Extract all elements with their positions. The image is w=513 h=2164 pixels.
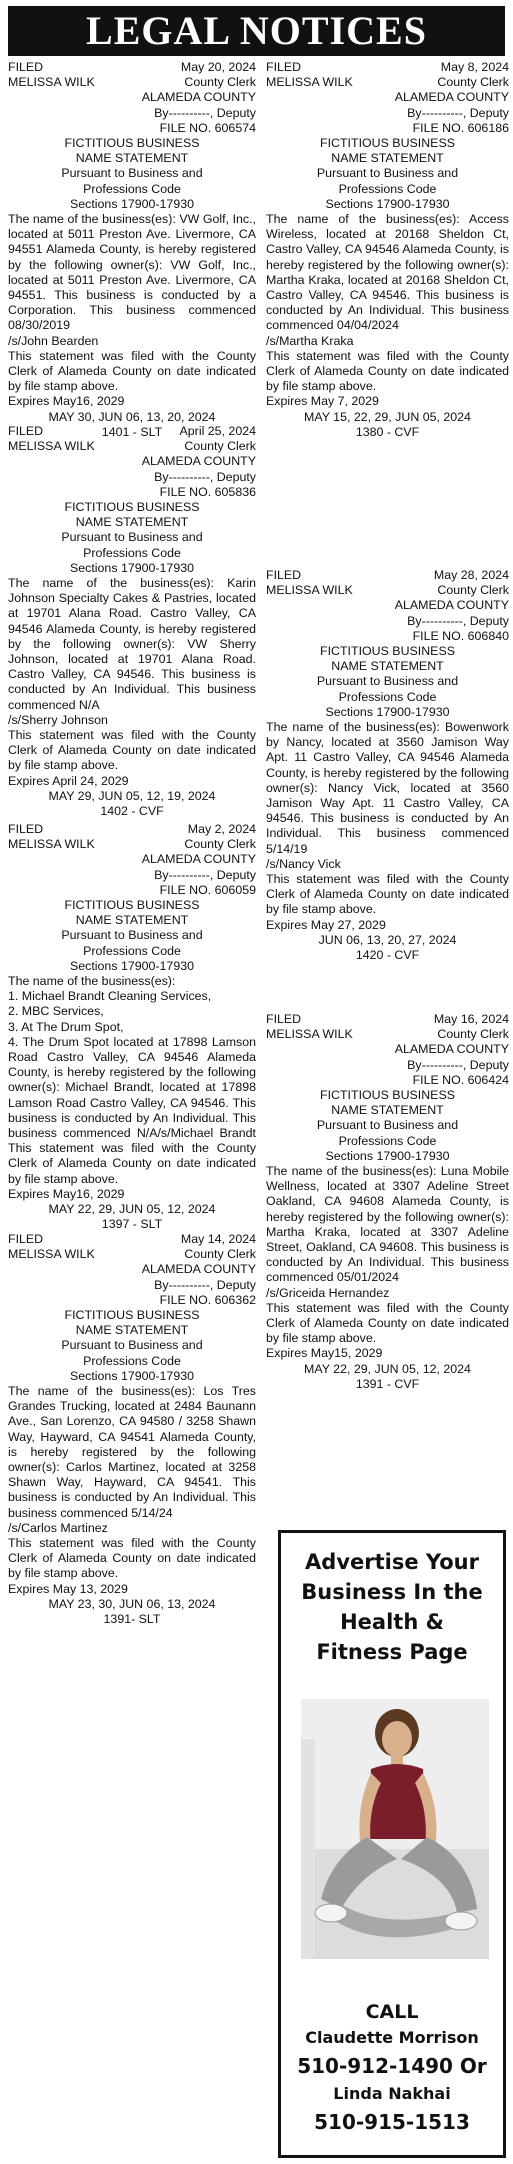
section-header — [8, 6, 505, 56]
legal-notice — [8, 424, 256, 819]
clerk-name: MELISSA WILK — [8, 75, 95, 90]
clerk-title: County Clerk — [184, 75, 256, 90]
file-number: FILE NO. 606059 — [159, 882, 256, 897]
publication-dates: MAY 29, JUN 05, 12, 19, 2024 — [48, 788, 216, 803]
notice-subtitle: Professions Code — [83, 943, 181, 958]
county-name: ALAMEDA COUNTY — [394, 90, 509, 105]
filed-date: May 14, 2024 — [180, 1232, 256, 1246]
reference-code: 1401 - SLT — [101, 424, 163, 439]
clerk-name: MELISSA WILK — [266, 1027, 353, 1042]
notice-subtitle: Sections 17900-17930 — [325, 704, 450, 719]
file-number: FILE NO. 605836 — [159, 484, 256, 499]
notice-subtitle: Sections 17900-17930 — [325, 196, 450, 211]
notice-subtitle: Pursuant to Business and — [61, 530, 203, 545]
file-number: FILE NO. 606840 — [412, 628, 509, 643]
publication-dates: MAY 23, 30, JUN 06, 13, 2024 — [48, 1596, 216, 1611]
notice-subtitle: Pursuant to Business and — [61, 166, 203, 181]
clerk-name: MELISSA WILK — [8, 1247, 95, 1262]
filed-label: FILED — [266, 1012, 302, 1026]
notice-subtitle: Professions Code — [338, 181, 437, 196]
ad-headline — [281, 1547, 503, 1667]
filed-label: FILED — [266, 60, 302, 74]
filed-statement: This statement was filed with the County Clerk of Alameda County on date indicated by file stamp above. — [266, 348, 509, 394]
notice-title: NAME STATEMENT — [75, 151, 189, 166]
publication-dates: JUN 06, 13, 20, 27, 2024 — [318, 932, 457, 947]
notice-title: FICTITIOUS BUSINESS — [320, 1088, 455, 1103]
ad-headline-line: Business In the — [301, 1580, 483, 1604]
filed-date: April 25, 2024 — [179, 424, 256, 438]
notice-subtitle: Professions Code — [338, 689, 437, 704]
filed-statement: This statement was filed with the County Clerk of Alameda County on date indicated by file stamp above. — [8, 728, 256, 773]
filed-statement: This statement was filed with the County Clerk of Alameda County on date indicated by file stamp above. — [8, 348, 256, 394]
county-name: ALAMEDA COUNTY — [141, 852, 256, 867]
filed-date: May 2, 2024 — [187, 822, 256, 836]
filed-label: FILED — [8, 1232, 44, 1246]
file-number: FILE NO. 606186 — [412, 120, 509, 135]
signature: /s/Carlos Martinez — [8, 1520, 108, 1535]
legal-notice — [266, 568, 509, 963]
clerk-title: County Clerk — [184, 837, 256, 852]
notice-body: 4. The Drum Spot located at 17898 Lamson Road Castro Valley, CA 94546 Alameda County, is hereby registered by the following owner(s): Michael Brandt, located at 17898 Lamson Road Castro Valley, CA 94546. This business is conducted by An Individual. This business commenced N/A/s/Michael Brandt This statement was filed with the County Clerk of Alameda County on date indicated by file stamp above. — [8, 1034, 256, 1186]
legal-notice — [266, 60, 509, 440]
ad-contact-name: Claudette Morrison — [305, 2028, 479, 2047]
clerk-name: MELISSA WILK — [8, 439, 95, 454]
notice-title: NAME STATEMENT — [331, 151, 444, 166]
notice-subtitle: Professions Code — [83, 545, 181, 560]
expiration: Expires May 27, 2029 — [266, 917, 386, 932]
advertisement-box — [278, 1530, 506, 2158]
file-number: FILE NO. 606362 — [159, 1292, 256, 1307]
legal-notice — [8, 822, 256, 1232]
signature: /s/Nancy Vick — [266, 856, 341, 871]
county-name: ALAMEDA COUNTY — [394, 1042, 509, 1057]
legal-notice — [8, 60, 256, 440]
filed-label: FILED — [266, 568, 302, 582]
deputy-line: By----------, Deputy — [154, 105, 256, 120]
clerk-title: County Clerk — [184, 1247, 256, 1262]
signature: /s/Sherry Johnson — [8, 712, 108, 727]
notice-body: The name of the business(es): Access Wireless, located at 20168 Sheldon Ct, Castro Valley, CA 94546 Alameda County, is hereby registered by the following owner(s): Martha Kraka, located at 20168 Sheldon Ct, Castro Valley, CA 94546. This business is conducted by An Individual. This business commenced 04/04/2024 — [266, 212, 509, 333]
signature: /s/John Bearden — [8, 333, 99, 348]
notice-title: FICTITIOUS BUSINESS — [64, 1308, 200, 1323]
deputy-line: By----------, Deputy — [407, 105, 509, 120]
section-title: LEGAL NOTICES — [86, 8, 427, 53]
clerk-name: MELISSA WILK — [8, 837, 95, 852]
notice-title: FICTITIOUS BUSINESS — [320, 644, 455, 659]
filed-statement: This statement was filed with the County Clerk of Alameda County on date indicated by file stamp above. — [266, 872, 509, 917]
legal-notice — [266, 1012, 509, 1392]
notice-title: NAME STATEMENT — [75, 515, 189, 530]
filed-statement: This statement was filed with the County Clerk of Alameda County on date indicated by file stamp above. — [8, 1536, 256, 1581]
clerk-title: County Clerk — [437, 1027, 509, 1042]
expiration: Expires May 13, 2029 — [8, 1581, 128, 1596]
reference-code: 1380 - CVF — [355, 424, 420, 439]
county-name: ALAMEDA COUNTY — [141, 90, 256, 105]
notice-subtitle: Pursuant to Business and — [316, 674, 459, 689]
notice-subtitle: Sections 17900-17930 — [325, 1148, 450, 1163]
publication-dates: MAY 22, 29, JUN 05, 12, 2024 — [304, 1361, 471, 1376]
reference-code: 1420 - CVF — [355, 948, 420, 963]
expiration: Expires April 24, 2029 — [8, 773, 129, 788]
filed-label: FILED — [8, 822, 44, 836]
filed-date: May 28, 2024 — [433, 568, 509, 582]
publication-dates: MAY 22, 29, JUN 05, 12, 2024 — [48, 1202, 216, 1217]
notice-body: The name of the business(es): Luna Mobile Wellness, located at 3307 Adeline Street Oakland, CA 94608 Alameda County, is hereby registered by the following owner(s): Martha Kraka, located at 3307 Adeline Street, Oakland, CA 94608. This business is conducted by An Individual. This business commenced 05/01/2024 — [266, 1164, 509, 1285]
legal-notice — [8, 1232, 256, 1627]
filed-label: FILED — [8, 424, 44, 438]
notice-subtitle: Pursuant to Business and — [61, 1338, 203, 1353]
deputy-line: By----------, Deputy — [154, 1277, 256, 1292]
business-name-item: 3. At The Drum Spot, — [8, 1019, 124, 1034]
clerk-name: MELISSA WILK — [266, 75, 353, 90]
clerk-name: MELISSA WILK — [266, 583, 353, 598]
signature: /s/Griceida Hernandez — [266, 1285, 390, 1300]
notice-body: The name of the business(es): Los Tres Grandes Trucking, located at 2484 Baunann Ave., San Lorenzo, CA 94580 / 3258 Shawn Way, Hayward, CA 94541 Alameda County, is hereby registered by the following owner(s): Carlos Martinez, located at 3258 Shawn Way, Hayward, CA 94541. This business is conducted by An Individual. This business commenced 5/14/24 — [8, 1384, 256, 1520]
notice-subtitle: Professions Code — [83, 1353, 181, 1368]
reference-code: 1391- SLT — [103, 1612, 161, 1627]
notice-title: NAME STATEMENT — [75, 1323, 189, 1338]
filed-date: May 8, 2024 — [440, 60, 509, 74]
business-name-item: 1. Michael Brandt Cleaning Services, — [8, 989, 212, 1004]
notice-body-intro: The name of the business(es): — [8, 974, 176, 989]
expiration: Expires May15, 2029 — [266, 1346, 383, 1361]
filed-date: May 20, 2024 — [180, 60, 256, 74]
expiration: Expires May16, 2029 — [8, 394, 125, 409]
notice-body: The name of the business(es): Karin Johnson Specialty Cakes & Pastries, located at 19701 Alana Road. Castro Valley, CA 94546 Alameda County, is hereby registered by the following owner(s): VW Sherry Johnson, located at 19701 Alana Road. Castro Valley, CA 94546. This business is conducted by An Individual. This business commenced N/A — [8, 576, 256, 712]
expiration: Expires May16, 2029 — [8, 1186, 125, 1201]
notice-subtitle: Sections 17900-17930 — [69, 560, 194, 575]
filed-label: FILED — [8, 60, 44, 74]
clerk-title: County Clerk — [437, 75, 509, 90]
deputy-line: By----------, Deputy — [407, 1057, 509, 1072]
notice-subtitle: Pursuant to Business and — [316, 1118, 459, 1133]
notice-subtitle: Professions Code — [338, 1133, 437, 1148]
notice-title: FICTITIOUS BUSINESS — [320, 136, 455, 151]
expiration: Expires May 7, 2029 — [266, 394, 379, 409]
clerk-title: County Clerk — [437, 583, 509, 598]
ad-headline-line: Advertise Your — [305, 1550, 479, 1574]
reference-code: 1391 - CVF — [355, 1376, 420, 1391]
publication-dates: MAY 15, 22, 29, JUN 05, 2024 — [304, 409, 471, 424]
notice-body: The name of the business(es): Bowenwork by Nancy, located at 3560 Jamison Way Apt. 11 Castro Valley, CA 94546 Alameda County, is hereby registered by the following owner(s): Nancy Vick, located at 3560 Jamison Way Apt. 11 Castro Valley, CA 94546. This business is conducted by An Individual. This business commenced 5/14/19 — [266, 720, 509, 856]
ad-phone-number: 510-912-1490 Or — [297, 2054, 487, 2078]
ad-contact-name: Linda Nakhai — [333, 2084, 451, 2103]
notice-title: FICTITIOUS BUSINESS — [64, 136, 200, 151]
clerk-title: County Clerk — [184, 439, 256, 454]
notice-body: The name of the business(es): VW Golf, Inc., located at 5011 Preston Ave. Livermore, CA 94551 Alameda County, is hereby registered by the following owner(s): VW Golf, Inc., located at 5011 Preston Ave. Livermore, CA 94551. This business is conducted by a Corporation. This business commenced 08/30/2019 — [8, 212, 256, 333]
notice-subtitle: Sections 17900-17930 — [69, 1368, 194, 1383]
fitness-woman-photo — [301, 1699, 489, 1959]
ad-call-label: CALL — [365, 2001, 419, 2023]
notice-subtitle: Pursuant to Business and — [61, 928, 203, 943]
notice-subtitle: Sections 17900-17930 — [69, 196, 194, 211]
ad-headline-line: Fitness Page — [316, 1640, 468, 1664]
deputy-line: By----------, Deputy — [407, 613, 509, 628]
ad-contact — [281, 1999, 503, 2137]
file-number: FILE NO. 606424 — [412, 1072, 509, 1087]
notice-title: NAME STATEMENT — [331, 1103, 444, 1118]
signature: /s/Martha Kraka — [266, 333, 354, 348]
file-number: FILE NO. 606574 — [159, 120, 256, 135]
notice-title: NAME STATEMENT — [75, 913, 189, 928]
notice-subtitle: Pursuant to Business and — [316, 166, 459, 181]
notice-title: FICTITIOUS BUSINESS — [64, 500, 200, 515]
reference-code: 1397 - SLT — [101, 1217, 163, 1232]
notice-title: NAME STATEMENT — [331, 659, 444, 674]
reference-code: 1402 - CVF — [100, 804, 164, 819]
filed-date: May 16, 2024 — [433, 1012, 509, 1026]
county-name: ALAMEDA COUNTY — [141, 1262, 256, 1277]
deputy-line: By----------, Deputy — [154, 867, 256, 882]
publication-dates: MAY 30, JUN 06, 13, 20, 2024 — [48, 409, 216, 424]
county-name: ALAMEDA COUNTY — [141, 454, 256, 469]
business-name-item: 2. MBC Services, — [8, 1004, 104, 1019]
ad-headline-line: Health & — [340, 1610, 444, 1634]
deputy-line: By----------, Deputy — [154, 469, 256, 484]
notice-title: FICTITIOUS BUSINESS — [64, 898, 200, 913]
ad-phone-number: 510-915-1513 — [314, 2110, 470, 2134]
notice-subtitle: Professions Code — [83, 181, 181, 196]
county-name: ALAMEDA COUNTY — [394, 598, 509, 613]
notice-subtitle: Sections 17900-17930 — [69, 958, 194, 973]
filed-statement: This statement was filed with the County Clerk of Alameda County on date indicated by file stamp above. — [266, 1300, 509, 1346]
